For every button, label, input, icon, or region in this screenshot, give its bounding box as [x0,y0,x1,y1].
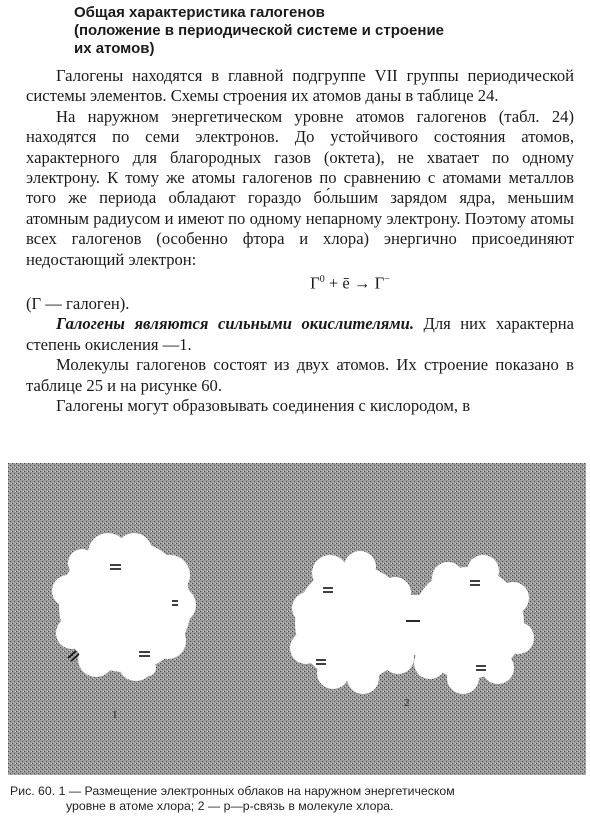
paragraph-6: Галогены могут образовывать соединения с кислородом, в [56,396,471,416]
figure-label-1: 1 [112,709,118,721]
heading-line-1: Общая характеристика галогенов [74,4,325,21]
caption-line-2: уровне в атоме хлора; 2 — p—p-связь в молекуле хлора. [66,799,394,813]
equation-sup-zero: 0 [319,274,325,286]
caption-line-1: Рис. 60. 1 — Размещение электронных облаков на наружном энергетическом [10,784,455,798]
body-text [26,66,574,416]
equation-middle: + ē → Г [324,273,385,293]
electron-cloud-figure [8,463,586,775]
equation [26,270,574,294]
figure-60 [8,463,586,775]
equation-gamma: Г [310,273,320,293]
heading-line-2: (положение в периодической системе и строение [74,22,445,39]
section-heading [74,4,574,58]
paragraph-1: Галогены находятся в главной подгруппе VII группы периодической системы элементов. Схемы строения их атомов даны в таблице 24. [26,66,574,106]
paragraph-4-rest: Для них характерна степень окисления —1. [26,314,574,354]
paragraph-4 [26,314,574,355]
paragraph-2: На наружном энергетическом уровне атомов галогенов (табл. 24) находятся по семи электронов. До устойчивого состояния атомов, характерного для благородных газов (октета), не хватает по одному электрону. К тому же атомы галогенов по сравнению с атомами металлов того же периода обладают гораздо бо́льшим зарядом ядра, меньшим атомным радиусом и имеют по одному непарному электрону. Поэтому атомы всех галогенов (особенно фтора и хлора) энергично присоединяют недостающий электрон: [26,106,574,269]
equation-sup-minus: − [384,274,390,286]
paragraph-3: (Г — галоген). [26,294,130,313]
paragraph-5: Молекулы галогенов состоят из двух атомов. Их строение показано в таблице 25 и на рисунке 60. [26,355,574,395]
figure-caption [10,784,582,814]
heading-line-3: их атомов) [74,40,155,57]
figure-label-2: 2 [404,697,410,709]
paragraph-4-emphasis: Галогены являются сильными окислителями. [56,314,414,334]
